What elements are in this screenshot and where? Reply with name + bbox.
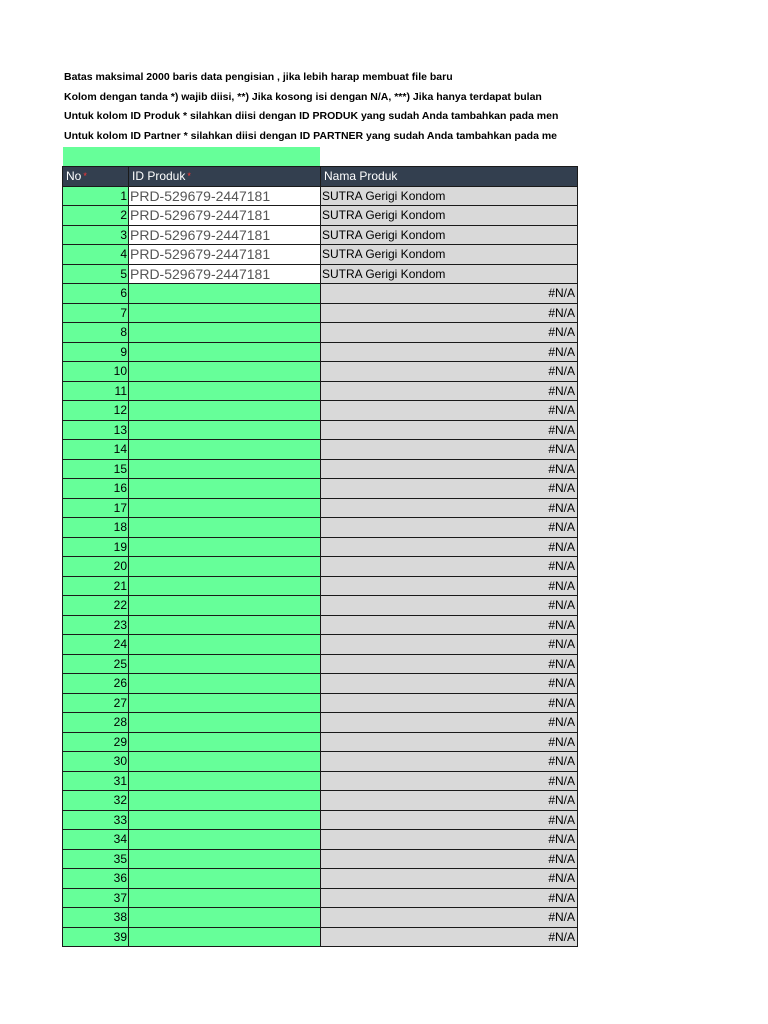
id-produk-cell[interactable] [129,713,321,733]
id-produk-cell[interactable] [129,303,321,323]
nama-produk-cell[interactable]: #N/A [321,498,578,518]
table-row [63,537,578,557]
table-row [63,791,578,811]
id-produk-cell[interactable] [129,576,321,596]
row-number-cell[interactable]: 31 [63,771,129,791]
table-row [63,674,578,694]
row-number-cell[interactable]: 18 [63,518,129,538]
table-row [63,732,578,752]
nama-produk-cell[interactable]: #N/A [321,518,578,538]
row-number-cell[interactable]: 32 [63,791,129,811]
note-line: Untuk kolom ID Produk * silahkan diisi dengan ID PRODUK yang sudah Anda tambahkan pada men [64,110,559,122]
table-row [63,206,578,226]
nama-produk-cell[interactable]: #N/A [321,654,578,674]
id-produk-cell[interactable] [129,654,321,674]
id-produk-cell[interactable] [129,557,321,577]
nama-produk-cell[interactable]: #N/A [321,479,578,499]
nama-produk-cell[interactable]: #N/A [321,810,578,830]
row-number-cell[interactable]: 2 [63,206,129,226]
nama-produk-cell[interactable]: #N/A [321,303,578,323]
nama-produk-cell[interactable]: #N/A [321,849,578,869]
id-produk-cell[interactable] [129,908,321,928]
nama-produk-cell[interactable]: #N/A [321,576,578,596]
row-number-cell[interactable]: 39 [63,927,129,947]
row-number-cell[interactable]: 24 [63,635,129,655]
nama-produk-cell[interactable]: #N/A [321,888,578,908]
id-produk-cell[interactable] [129,615,321,635]
nama-produk-cell[interactable]: #N/A [321,830,578,850]
nama-produk-cell[interactable]: #N/A [321,440,578,460]
nama-produk-cell[interactable]: SUTRA Gerigi Kondom [321,264,578,284]
row-number-cell[interactable]: 17 [63,498,129,518]
row-number-cell[interactable]: 12 [63,401,129,421]
table-row [63,693,578,713]
id-produk-cell[interactable]: PRD-529679-2447181 [129,186,321,206]
row-number-cell[interactable]: 10 [63,362,129,382]
row-number-cell[interactable]: 26 [63,674,129,694]
row-number-cell[interactable]: 21 [63,576,129,596]
table-row [63,323,578,343]
id-produk-cell[interactable] [129,284,321,304]
nama-produk-cell[interactable]: #N/A [321,713,578,733]
id-produk-cell[interactable]: PRD-529679-2447181 [129,206,321,226]
table-row [63,635,578,655]
header-no[interactable] [63,167,129,187]
row-number-cell[interactable]: 15 [63,459,129,479]
table-row [63,849,578,869]
id-produk-cell[interactable] [129,498,321,518]
id-produk-cell[interactable] [129,791,321,811]
nama-produk-cell[interactable]: #N/A [321,284,578,304]
nama-produk-cell[interactable]: #N/A [321,381,578,401]
row-number-cell[interactable]: 1 [63,186,129,206]
id-produk-cell[interactable]: PRD-529679-2447181 [129,264,321,284]
row-number-cell[interactable]: 5 [63,264,129,284]
table-row [63,713,578,733]
row-number-cell[interactable]: 4 [63,245,129,265]
row-number-cell[interactable]: 35 [63,849,129,869]
row-number-cell[interactable]: 27 [63,693,129,713]
id-produk-cell[interactable] [129,674,321,694]
nama-produk-cell[interactable]: SUTRA Gerigi Kondom [321,186,578,206]
row-number-cell[interactable]: 23 [63,615,129,635]
row-number-cell[interactable]: 3 [63,225,129,245]
table-row [63,596,578,616]
id-produk-cell[interactable] [129,537,321,557]
header-id-produk[interactable] [129,167,321,187]
row-number-cell[interactable]: 8 [63,323,129,343]
nama-produk-cell[interactable]: #N/A [321,557,578,577]
table-row [63,245,578,265]
nama-produk-cell[interactable]: #N/A [321,869,578,889]
row-number-cell[interactable]: 37 [63,888,129,908]
nama-produk-cell[interactable]: #N/A [321,342,578,362]
id-produk-cell[interactable] [129,596,321,616]
nama-produk-cell[interactable]: #N/A [321,732,578,752]
required-mark: * [187,171,191,182]
row-number-cell[interactable]: 38 [63,908,129,928]
id-produk-cell[interactable] [129,459,321,479]
table-row [63,420,578,440]
row-number-cell[interactable]: 36 [63,869,129,889]
nama-produk-cell[interactable]: #N/A [321,537,578,557]
nama-produk-cell[interactable]: #N/A [321,693,578,713]
nama-produk-cell[interactable]: #N/A [321,420,578,440]
row-number-cell[interactable]: 22 [63,596,129,616]
nama-produk-cell[interactable]: #N/A [321,362,578,382]
id-produk-cell[interactable] [129,518,321,538]
id-produk-cell[interactable] [129,752,321,772]
id-produk-cell[interactable] [129,888,321,908]
id-produk-cell[interactable] [129,420,321,440]
row-number-cell[interactable]: 14 [63,440,129,460]
table-row [63,869,578,889]
row-number-cell[interactable]: 11 [63,381,129,401]
table-row [63,264,578,284]
id-produk-cell[interactable] [129,323,321,343]
header-fill-cell [63,147,320,166]
table-row [63,771,578,791]
table-row [63,401,578,421]
table-row [63,440,578,460]
table-row [63,479,578,499]
note-line: Untuk kolom ID Partner * silahkan diisi dengan ID PARTNER yang sudah Anda tambahkan pada me [64,129,558,142]
header-nama-produk-label: Nama Produk [324,169,398,184]
nama-produk-cell[interactable]: #N/A [321,752,578,772]
required-mark: * [83,171,87,182]
row-number-cell[interactable]: 19 [63,537,129,557]
row-number-cell[interactable]: 13 [63,420,129,440]
nama-produk-cell[interactable]: #N/A [321,401,578,421]
row-number-cell[interactable]: 30 [63,752,129,772]
table-row [63,810,578,830]
instruction-notes [64,68,584,146]
table-row [63,888,578,908]
id-produk-cell[interactable] [129,479,321,499]
table-row [63,518,578,538]
id-produk-cell[interactable] [129,869,321,889]
id-produk-cell[interactable] [129,635,321,655]
id-produk-cell[interactable] [129,927,321,947]
nama-produk-cell[interactable]: SUTRA Gerigi Kondom [321,206,578,226]
row-number-cell[interactable]: 28 [63,713,129,733]
row-number-cell[interactable]: 29 [63,732,129,752]
id-produk-cell[interactable]: PRD-529679-2447181 [129,245,321,265]
nama-produk-cell[interactable]: #N/A [321,323,578,343]
table-row [63,557,578,577]
note-line: Batas maksimal 2000 baris data pengisian , jika lebih harap membuat file baru [64,71,453,83]
header-row [63,167,578,187]
nama-produk-cell[interactable]: #N/A [321,927,578,947]
table-row [63,381,578,401]
table-row [63,498,578,518]
id-produk-cell[interactable]: PRD-529679-2447181 [129,225,321,245]
table-row [63,459,578,479]
row-number-cell[interactable]: 20 [63,557,129,577]
id-produk-cell[interactable] [129,401,321,421]
id-produk-cell[interactable] [129,362,321,382]
table-row [63,342,578,362]
row-number-cell[interactable]: 6 [63,284,129,304]
product-sheet-table [62,166,578,947]
id-produk-cell[interactable] [129,771,321,791]
id-produk-cell[interactable] [129,440,321,460]
nama-produk-cell[interactable]: #N/A [321,674,578,694]
row-number-cell[interactable]: 25 [63,654,129,674]
row-number-cell[interactable]: 7 [63,303,129,323]
table-row [63,284,578,304]
note-line: Kolom dengan tanda *) wajib diisi, **) Jika kosong isi dengan N/A, ***) Jika hanya terdapat bulan [64,90,542,103]
id-produk-cell[interactable] [129,732,321,752]
nama-produk-cell[interactable]: #N/A [321,908,578,928]
table-row [63,303,578,323]
id-produk-cell[interactable] [129,381,321,401]
row-number-cell[interactable]: 33 [63,810,129,830]
table-row [63,654,578,674]
id-produk-cell[interactable] [129,830,321,850]
nama-produk-cell[interactable]: #N/A [321,771,578,791]
table-row [63,186,578,206]
table-row [63,927,578,947]
row-number-cell[interactable]: 16 [63,479,129,499]
nama-produk-cell[interactable]: #N/A [321,459,578,479]
table-row [63,615,578,635]
header-no-label: No [66,169,82,184]
header-id-produk-label: ID Produk [132,169,186,184]
table-row [63,830,578,850]
id-produk-cell[interactable] [129,810,321,830]
nama-produk-cell[interactable]: #N/A [321,596,578,616]
id-produk-cell[interactable] [129,693,321,713]
table-row [63,362,578,382]
row-number-cell[interactable]: 34 [63,830,129,850]
table-row [63,908,578,928]
id-produk-cell[interactable] [129,849,321,869]
nama-produk-cell[interactable]: #N/A [321,791,578,811]
nama-produk-cell[interactable]: #N/A [321,615,578,635]
nama-produk-cell[interactable]: SUTRA Gerigi Kondom [321,245,578,265]
header-nama-produk[interactable] [321,167,578,187]
table-row [63,752,578,772]
id-produk-cell[interactable] [129,342,321,362]
nama-produk-cell[interactable]: #N/A [321,635,578,655]
table-row [63,225,578,245]
row-number-cell[interactable]: 9 [63,342,129,362]
table-row [63,576,578,596]
nama-produk-cell[interactable]: SUTRA Gerigi Kondom [321,225,578,245]
